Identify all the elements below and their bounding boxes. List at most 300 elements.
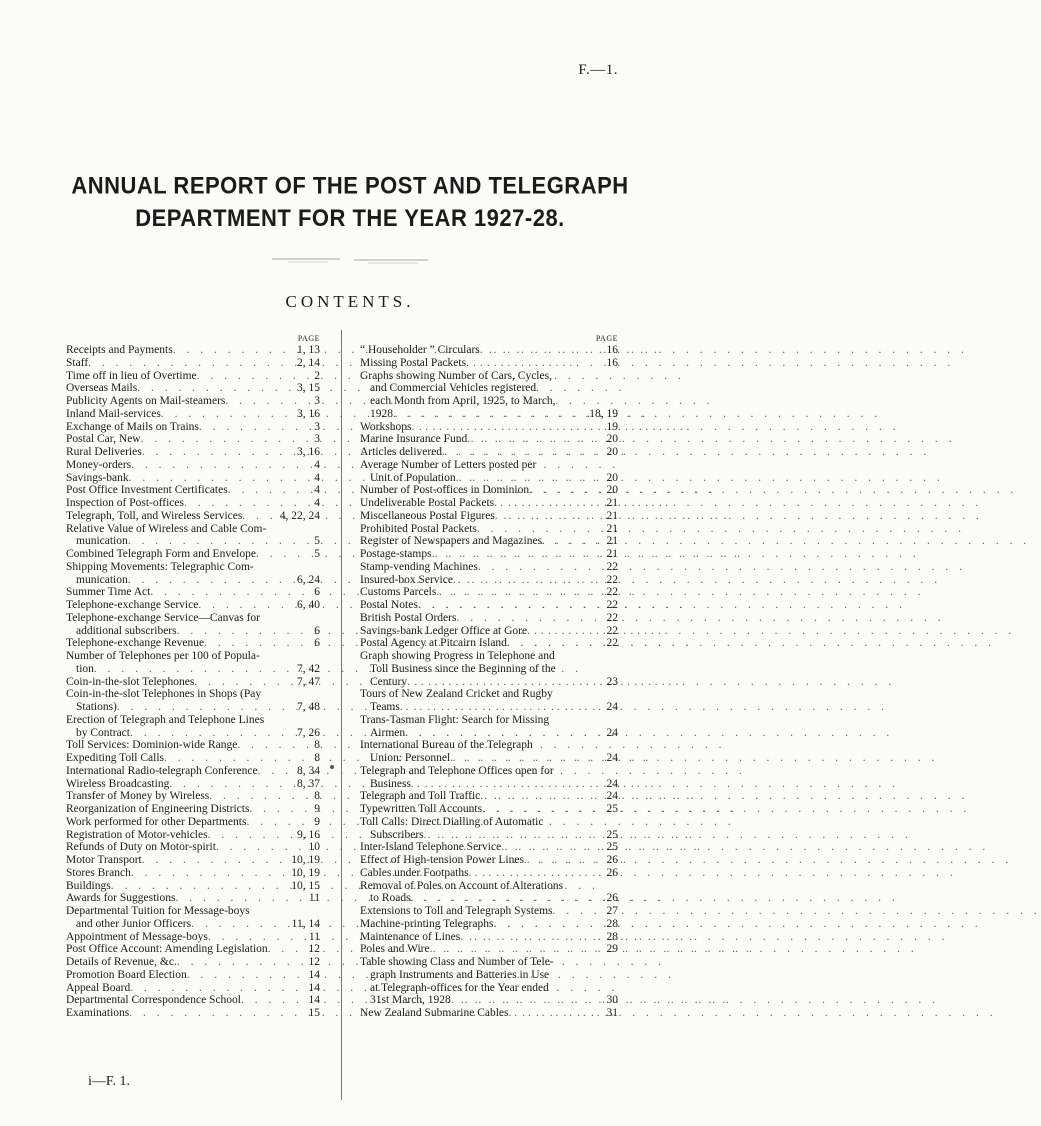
entry-text: Subscribers [370, 828, 424, 841]
entry-text: Expediting Toll Calls [66, 752, 165, 764]
entry-page-number: 14 [308, 968, 320, 981]
contents-entry [66, 395, 320, 408]
entry-page-number: 2, 14 [297, 356, 320, 369]
entry-page-number: 19 [606, 420, 618, 433]
entry-text: Staff [66, 356, 89, 369]
contents-entry [66, 778, 320, 791]
entry-text: Airmen [370, 726, 406, 739]
contents-entry [360, 841, 618, 854]
entry-text: Savings-bank [66, 471, 129, 484]
contents-entry [66, 510, 320, 523]
leader-dots [456, 612, 603, 625]
entry-page-number: 22 [606, 560, 618, 573]
entry-page-number: 6, 40 [297, 599, 320, 611]
entry-text: 31st March, 1928 [370, 994, 451, 1007]
entry-text: Details of Revenue, &c. [66, 956, 177, 968]
entry-text: Poles and Wire [360, 943, 430, 956]
leader-dots [117, 701, 294, 714]
entry-text: Machine-printing Telegraphs [360, 917, 494, 930]
entry-page-number: 10 [308, 841, 320, 854]
entry-page-number: 14 [308, 994, 320, 1007]
entry-text: Examinations [66, 1007, 130, 1019]
leader-dots [128, 535, 312, 548]
leader-dots [94, 663, 294, 676]
contents-right-column [360, 334, 618, 1020]
entry-text: Telephone-exchange Revenue [66, 637, 205, 650]
contents-entry [360, 867, 618, 880]
entry-page-number: 25 [606, 828, 618, 841]
entry-text: additional subscribers [76, 624, 177, 637]
leader-dots [451, 994, 604, 1007]
entry-page-number: 14 [308, 981, 320, 994]
leader-dots [480, 790, 603, 803]
page-reference: F.—1. [578, 62, 618, 78]
entry-page-number: 23 [606, 675, 618, 688]
contents-entry [66, 344, 320, 357]
entry-text: Stamp-vending Machines [360, 560, 478, 573]
entry-page-number: 20 [606, 471, 618, 484]
leader-dots [460, 931, 603, 944]
entry-text: Overseas Mails [66, 382, 138, 395]
contents-entry [66, 484, 320, 497]
entry-page-number: 25 [606, 803, 618, 815]
entry-text: Receipts and Payments [66, 344, 173, 356]
entry-text: Relative Value of Wireless and Cable Com- [66, 522, 267, 535]
entry-text: Teams [370, 701, 400, 713]
entry-page-number: 8 [314, 790, 320, 803]
leader-dots [393, 408, 586, 421]
entry-page-number: 22 [606, 611, 618, 624]
leader-dots [249, 803, 311, 816]
entry-page-number: 16 [606, 356, 618, 369]
contents-entry [360, 561, 618, 574]
entry-text: Telegraph, Toll, and Wireless Services [66, 509, 243, 522]
entry-text: International Radio-telegraph Conference [66, 764, 258, 777]
leader-dots [209, 790, 311, 803]
leader-dots [88, 357, 294, 370]
contents-entry [360, 918, 618, 931]
contents-entry [66, 561, 320, 587]
contents-entry [66, 994, 320, 1007]
entry-text: Post Office Account: Amending Legislation [66, 943, 268, 956]
leader-dots [477, 523, 604, 536]
entry-page-number: 27 [606, 905, 618, 917]
contents-entry [66, 433, 320, 446]
leader-dots [494, 497, 603, 510]
entry-text: Registration of Motor-vehicles [66, 828, 208, 841]
entry-text: Table showing Class and Number of Tele- [360, 956, 554, 968]
leader-dots [480, 344, 604, 357]
entry-text: Post Office Investment Certificates [66, 484, 228, 497]
entry-page-number: 3 [314, 433, 320, 446]
leader-dots [129, 472, 312, 485]
contents-entry [66, 408, 320, 421]
leader-dots [432, 548, 604, 561]
leader-dots [194, 676, 294, 689]
entry-text: Toll Services: Dominion-wide Range [66, 739, 238, 752]
entry-text: Graphs showing Number of Cars, Cycles, [360, 369, 552, 382]
entry-text: tion [76, 662, 94, 675]
leader-dots [405, 727, 603, 740]
leader-dots [142, 854, 289, 867]
contents-entry [360, 625, 618, 638]
leader-dots [268, 943, 306, 956]
entry-text: Money-orders [66, 458, 132, 471]
contents-entry [360, 548, 618, 561]
contents-entry [66, 790, 320, 803]
entry-page-number: 9 [314, 815, 320, 828]
entry-page-number: 20 [606, 433, 618, 446]
contents-entry [66, 752, 320, 765]
contents-entry [66, 892, 320, 905]
leader-dots [442, 446, 603, 459]
entry-text: International Bureau of the Telegraph [360, 739, 533, 752]
entry-page-number: 6, 24 [297, 573, 320, 586]
contents-entry [66, 599, 320, 612]
contents-entry [66, 931, 320, 944]
leader-dots [130, 727, 294, 740]
entry-text: Wireless Broadcasting [66, 777, 170, 790]
leader-dots [129, 1007, 305, 1020]
report-title-line-1: ANNUAL REPORT OF THE POST AND TELEGRAPH [71, 171, 629, 199]
entry-text: Work performed for other Departments [66, 815, 247, 828]
leader-dots [161, 408, 294, 421]
entry-text: Cables under Footpaths [360, 866, 469, 879]
leader-dots [184, 497, 311, 510]
leader-dots [256, 548, 311, 561]
contents-entry [360, 523, 618, 536]
entry-text: at Telegraph-offices for the Year ended [370, 981, 549, 994]
leader-dots [501, 841, 603, 854]
entry-text: Register of Newspapers and Magazines [360, 535, 543, 548]
entry-page-number: 3 [314, 420, 320, 433]
contents-entry [66, 803, 320, 816]
leader-dots [478, 561, 604, 574]
entry-text: Rural Deliveries [66, 446, 142, 458]
contents-entry [360, 433, 618, 446]
contents-entry [360, 446, 618, 459]
entry-page-number: 25 [606, 841, 618, 854]
leader-dots [204, 637, 311, 650]
entry-text: Trans-Tasman Flight: Search for Missing [360, 713, 550, 726]
leader-dots [175, 892, 305, 905]
leader-dots [466, 357, 603, 370]
contents-entry [66, 421, 320, 434]
contents-left-column [66, 334, 320, 1020]
contents-entry [360, 688, 618, 714]
entry-page-number: 21 [606, 497, 618, 509]
entry-page-number: 12 [308, 956, 320, 968]
entry-page-number: 8, 34 [297, 764, 320, 777]
entry-text: Transfer of Money by Wireless [66, 790, 210, 803]
leader-dots [436, 586, 603, 599]
contents-entry [360, 790, 618, 803]
contents-entry [66, 637, 320, 650]
entry-text: Maintenance of Lines [360, 930, 461, 943]
contents-entry [360, 650, 618, 688]
contents-entry [66, 943, 320, 956]
contents-entry [360, 714, 618, 740]
entry-text: Articles delivered [360, 446, 443, 458]
leader-dots [467, 433, 603, 446]
ornamental-rule [268, 253, 432, 267]
entry-page-number: 28 [606, 917, 618, 930]
entry-text: Inland Mail-services [66, 407, 161, 420]
leader-dots [150, 586, 311, 599]
entry-page-number: 24 [606, 701, 618, 713]
contents-entry [360, 1007, 618, 1020]
entry-page-number: 8 [314, 752, 320, 764]
leader-dots [424, 829, 604, 842]
entry-page-number: 22 [606, 586, 618, 599]
contents-entry [66, 867, 320, 880]
contents-entry [360, 612, 618, 625]
entry-text: Reorganization of Engineering Districts [66, 803, 250, 815]
leader-dots [208, 931, 306, 944]
leader-dots [411, 778, 604, 791]
entry-page-number: 10, 19 [291, 866, 320, 879]
entry-text: Inter-Island Telephone Service [360, 841, 502, 854]
entry-page-number: 9 [314, 803, 320, 815]
entry-page-number: 7, 48 [297, 701, 320, 713]
leader-dots [495, 510, 604, 523]
contents-entry [360, 484, 618, 497]
entry-text: Time off in lieu of Overtime [66, 369, 197, 382]
leader-dots [411, 421, 603, 434]
entry-page-number: 7, 42 [297, 662, 320, 675]
entry-page-number: 20 [606, 446, 618, 458]
contents-entry [66, 829, 320, 842]
entry-text: Erection of Telegraph and Telephone Lines [66, 713, 265, 726]
leader-dots [237, 739, 311, 752]
entry-text: Graph showing Progress in Telephone and [360, 650, 555, 662]
entry-page-number: 6 [314, 637, 320, 650]
entry-page-number: 20 [606, 484, 618, 497]
entry-text: Toll Business since the Beginning of the [370, 662, 556, 675]
entry-text: Appointment of Message-boys [66, 930, 208, 943]
entry-page-number: 4 [314, 471, 320, 484]
contents-entry [66, 370, 320, 383]
entry-page-number: 18, 19 [589, 407, 618, 420]
contents-entry [360, 905, 618, 918]
contents-entry [360, 574, 618, 587]
leader-dots [130, 982, 305, 995]
entry-page-number: 11 [308, 892, 320, 905]
contents-list-right [360, 344, 618, 1020]
entry-text: and Commercial Vehicles registered [370, 382, 537, 395]
entry-text: Postal Car, New [66, 433, 141, 446]
leader-dots [142, 446, 294, 459]
entry-page-number: 4 [314, 484, 320, 497]
entry-text: Tours of New Zealand Cricket and Rugby [360, 688, 553, 701]
contents-entry [66, 586, 320, 599]
report-title-line-2: DEPARTMENT FOR THE YEAR 1927-28. [135, 204, 565, 232]
entry-text: Awards for Suggestions [66, 892, 176, 905]
entry-text: Postal Notes [360, 599, 418, 611]
entry-page-number: 6 [314, 586, 320, 599]
leader-dots [187, 969, 306, 982]
entry-page-number: 7, 26 [297, 726, 320, 739]
contents-entry [66, 765, 320, 778]
entry-text: Savings-bank Ledger Office at Gore [360, 624, 528, 637]
entry-text: Motor Transport [66, 854, 142, 866]
entry-page-number: 9, 16 [297, 828, 320, 841]
entry-text: each Month from April, 1925, to March, [370, 395, 556, 407]
entry-text: Buildings [66, 879, 111, 892]
leader-dots [529, 484, 603, 497]
entry-text: Prohibited Postal Packets [360, 522, 477, 535]
entry-text: munication [76, 573, 128, 586]
contents-entry [66, 714, 320, 740]
contents-entry [66, 382, 320, 395]
entry-page-number: 3, 16 [297, 446, 320, 458]
contents-heading: CONTENTS. [285, 292, 415, 311]
entry-text: graph Instruments and Batteries in Use [370, 968, 550, 981]
entry-page-number: 30 [606, 994, 618, 1007]
entry-page-number: 24 [606, 790, 618, 803]
contents-entry [66, 816, 320, 829]
contents-entry [66, 982, 320, 995]
entry-text: by Contract [76, 726, 130, 739]
entry-text: Postage-stamps [360, 548, 432, 560]
contents-entry [66, 841, 320, 854]
leader-dots [177, 956, 306, 969]
entry-text: Telephone-exchange Service [66, 599, 199, 611]
leader-dots [164, 752, 311, 765]
entry-text: Publicity Agents on Mail-steamers [66, 395, 226, 407]
entry-text: Extensions to Toll and Telegraph Systems [360, 905, 553, 917]
leader-dots [216, 841, 306, 854]
leader-dots [173, 344, 294, 357]
entry-page-number: 24 [606, 752, 618, 764]
page-column-label: PAGE [297, 334, 320, 343]
report-title [0, 170, 700, 235]
entry-page-number: 11 [308, 930, 320, 943]
contents-entry [66, 956, 320, 969]
leader-dots [507, 637, 604, 650]
leader-dots [242, 510, 276, 523]
entry-text: and other Junior Officers [76, 917, 192, 930]
leader-dots [411, 892, 604, 905]
entry-page-number: 6 [314, 624, 320, 637]
entry-text: to Roads [370, 892, 411, 905]
page-footer: i—F. 1. [88, 1074, 131, 1089]
contents-entry [360, 637, 618, 650]
entry-text: “ Householder ” Circulars [360, 344, 480, 356]
entry-text: Century [370, 675, 408, 688]
entry-text: Departmental Tuition for Message-boys [66, 905, 250, 917]
leader-dots [198, 599, 294, 612]
contents-entry [66, 854, 320, 867]
entry-page-number: 15 [308, 1007, 320, 1019]
contents-entry [66, 357, 320, 370]
leader-dots [199, 421, 311, 434]
entry-page-number: 8, 37 [297, 777, 320, 790]
entry-text: Coin-in-the-slot Telephones in Shops (Pay [66, 688, 262, 701]
entry-text: Removal of Poles on Account of Alterations [360, 879, 564, 892]
entry-page-number: 7, 47 [297, 675, 320, 688]
entry-page-number: 28 [606, 930, 618, 943]
contents-entry [360, 344, 618, 357]
contents-entry [360, 510, 618, 523]
contents-entry [66, 880, 320, 893]
contents-entry [360, 535, 618, 548]
leader-dots [131, 867, 288, 880]
entry-page-number: 22 [606, 573, 618, 586]
entry-text: Undeliverable Postal Packets [360, 497, 495, 509]
entry-page-number: 1, 13 [297, 344, 320, 356]
entry-text: Appeal Board [66, 981, 131, 994]
leader-dots [258, 765, 294, 778]
entry-text: Telegraph and Telephone Offices open for [360, 764, 554, 777]
entry-text: Postal Agency at Pitcairn Island [360, 637, 507, 650]
contents-entry [360, 854, 618, 867]
leader-dots [128, 574, 294, 587]
contents-entry [66, 905, 320, 931]
entry-page-number: 5 [314, 548, 320, 560]
entry-page-number: 21 [606, 535, 618, 548]
contents-entry [360, 497, 618, 510]
entry-text: Number of Post-offices in Dominion [360, 484, 530, 497]
entry-text: New Zealand Submarine Cables [360, 1007, 509, 1019]
entry-page-number: 31 [606, 1007, 618, 1019]
entry-text: Summer Time Act [66, 586, 151, 599]
entry-text: Typewritten Toll Accounts [360, 803, 483, 815]
leader-dots [241, 994, 306, 1007]
contents-entry [66, 497, 320, 510]
entry-page-number: 11, 14 [291, 917, 320, 930]
contents-entry [66, 1007, 320, 1020]
leader-dots [400, 701, 604, 714]
entry-page-number: 3, 16 [297, 407, 320, 420]
entry-text: Union: Personnel [370, 752, 451, 764]
entry-text: Insured-box Service [360, 573, 453, 586]
entry-text: Combined Telegraph Form and Envelope [66, 548, 256, 560]
leader-dots [141, 433, 312, 446]
leader-dots [418, 599, 604, 612]
entry-text: Effect of High-tension Power Lines [360, 854, 524, 866]
entry-page-number: 29 [606, 943, 618, 956]
entry-page-number: 24 [606, 726, 618, 739]
entry-text: Stores Branch [66, 866, 131, 879]
contents-entry [66, 459, 320, 472]
leader-dots [524, 854, 604, 867]
entry-text: Inspection of Post-offices [66, 497, 184, 509]
entry-text: Promotion Board Election [66, 968, 187, 981]
entry-page-number: 8 [314, 739, 320, 752]
entry-text: Number of Telephones per 100 of Popula- [66, 650, 260, 662]
leader-dots [137, 382, 294, 395]
contents-entry [66, 446, 320, 459]
entry-text: Toll Calls: Direct Dialling of Automatic [360, 815, 544, 828]
entry-text: Missing Postal Packets [360, 356, 467, 369]
entry-text: 1928 [370, 407, 393, 420]
entry-page-number: 4 [314, 497, 320, 509]
entry-text: Unit of Population [370, 471, 456, 484]
leader-dots [111, 880, 289, 893]
entry-text: Telegraph and Toll Traffic [360, 790, 481, 803]
leader-dots [453, 574, 604, 587]
entry-page-number: 10, 19 [291, 854, 320, 866]
entry-page-number: 3, 15 [297, 382, 320, 395]
contents-entry [360, 931, 618, 944]
entry-text: British Postal Orders [360, 611, 457, 624]
entry-page-number: 10, 15 [291, 879, 320, 892]
entry-text: Shipping Movements: Telegraphic Com- [66, 560, 254, 573]
entry-text: Marine Insurance Fund [360, 433, 468, 446]
leader-dots [131, 459, 311, 472]
leader-dots [482, 803, 603, 816]
